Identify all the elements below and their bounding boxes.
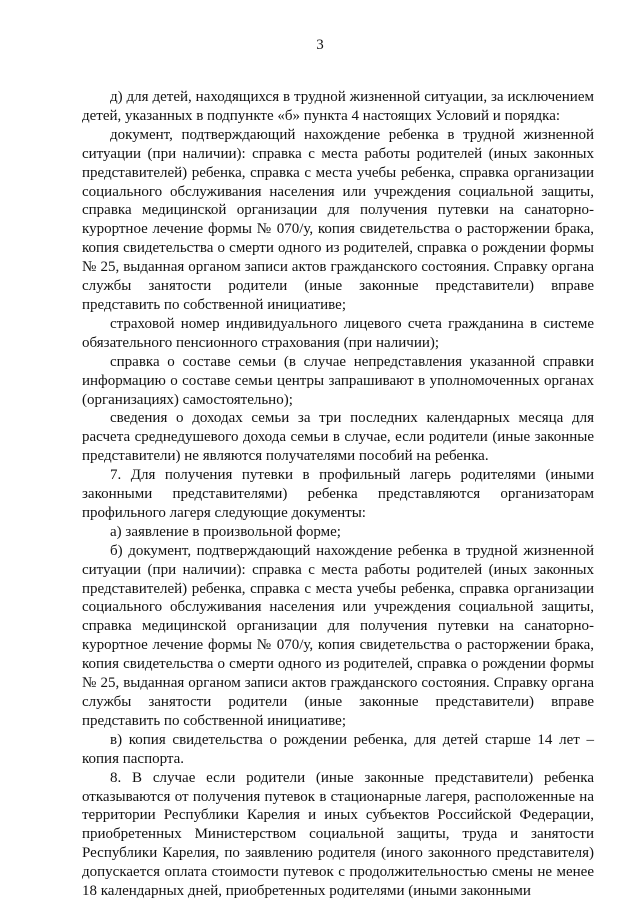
paragraph-7v-birth-certificate: в) копия свидетельства о рождении ребенка, для детей старше 14 лет – копия паспорта. (82, 731, 594, 767)
paragraph-7b-document: б) документ, подтверждающий нахождение ребенка в трудной жизненной ситуации (при наличии): справка с места работы родителей (иных законных представителей) ребенка, справка с места учебы ребенка, справка организации социального обслуживания населения или учреждения социальной защиты, справка медицинской организации для получения путевки на санаторно-курортное лечение формы № 070/у, копия свидетельства о расторжении брака, копия свидетельства о смерти одного из родителей, справка о рождении формы № 25, выданная органом записи актов гражданского состояния. Справку органа службы занятости родители (иные законные представители) вправе представить по собственной инициативе; (82, 542, 594, 729)
paragraph-7a-application: а) заявление в произвольной форме; (110, 523, 341, 540)
paragraph-7-profile-camp: 7. Для получения путевки в профильный лагерь родителями (иными законными представителями) ребенка представляются организаторам профильного лагеря следующие документы: (82, 467, 594, 521)
paragraph-8-refusal: 8. В случае если родители (иные законные представители) ребенка отказываются от получения путевок в стационарные лагеря, расположенные на территории Республики Карелия и иных субъектов Российской Федерации, приобретенных Министерством социальной защиты, труда и занятости Республики Карелия, по заявлению родителя (иного законного представителя) допускается оплата стоимости путевок с продолжительностью смены не менее 18 календарных дней, приобретенных родителями (иными законными (82, 769, 594, 900)
paragraph-d-children-difficult-situation: д) для детей, находящихся в трудной жизненной ситуации, за исключением детей, указанных в подпункте «б» пункта 4 настоящих Условий и порядка: (82, 89, 594, 124)
document-body (82, 88, 594, 901)
paragraph-document-difficult-situation: документ, подтверждающий нахождение ребенка в трудной жизненной ситуации (при наличии): справка с места работы родителей (иных законных представителей) ребенка, справка с места учебы ребенка, справка организации социального обслуживания населения или учреждения социальной защиты, справка медицинской организации для получения путевки на санаторно-курортное лечение формы № 070/у, копия свидетельства о расторжении брака, копия свидетельства о смерти одного из родителей, справка о рождении формы № 25, выданная органом записи актов гражданского состояния. Справку органа службы занятости родители (иные законные представители) вправе представить по собственной инициативе; (82, 126, 594, 313)
page-number: 3 (316, 37, 324, 53)
paragraph-family-composition: справка о составе семьи (в случае непредставления указанной справки информацию о составе семьи центры запрашивают в уполномоченных органах (организациях) самостоятельно); (82, 353, 594, 408)
paragraph-insurance-number: страховой номер индивидуального лицевого счета гражданина в системе обязательного пенсионного страхования (при наличии); (82, 315, 594, 351)
paragraph-family-income: сведения о доходах семьи за три последних календарных месяца для расчета среднедушевого дохода семьи в случае, если родители (иные законные представители) не являются получателями пособий на ребенка. (82, 410, 594, 465)
